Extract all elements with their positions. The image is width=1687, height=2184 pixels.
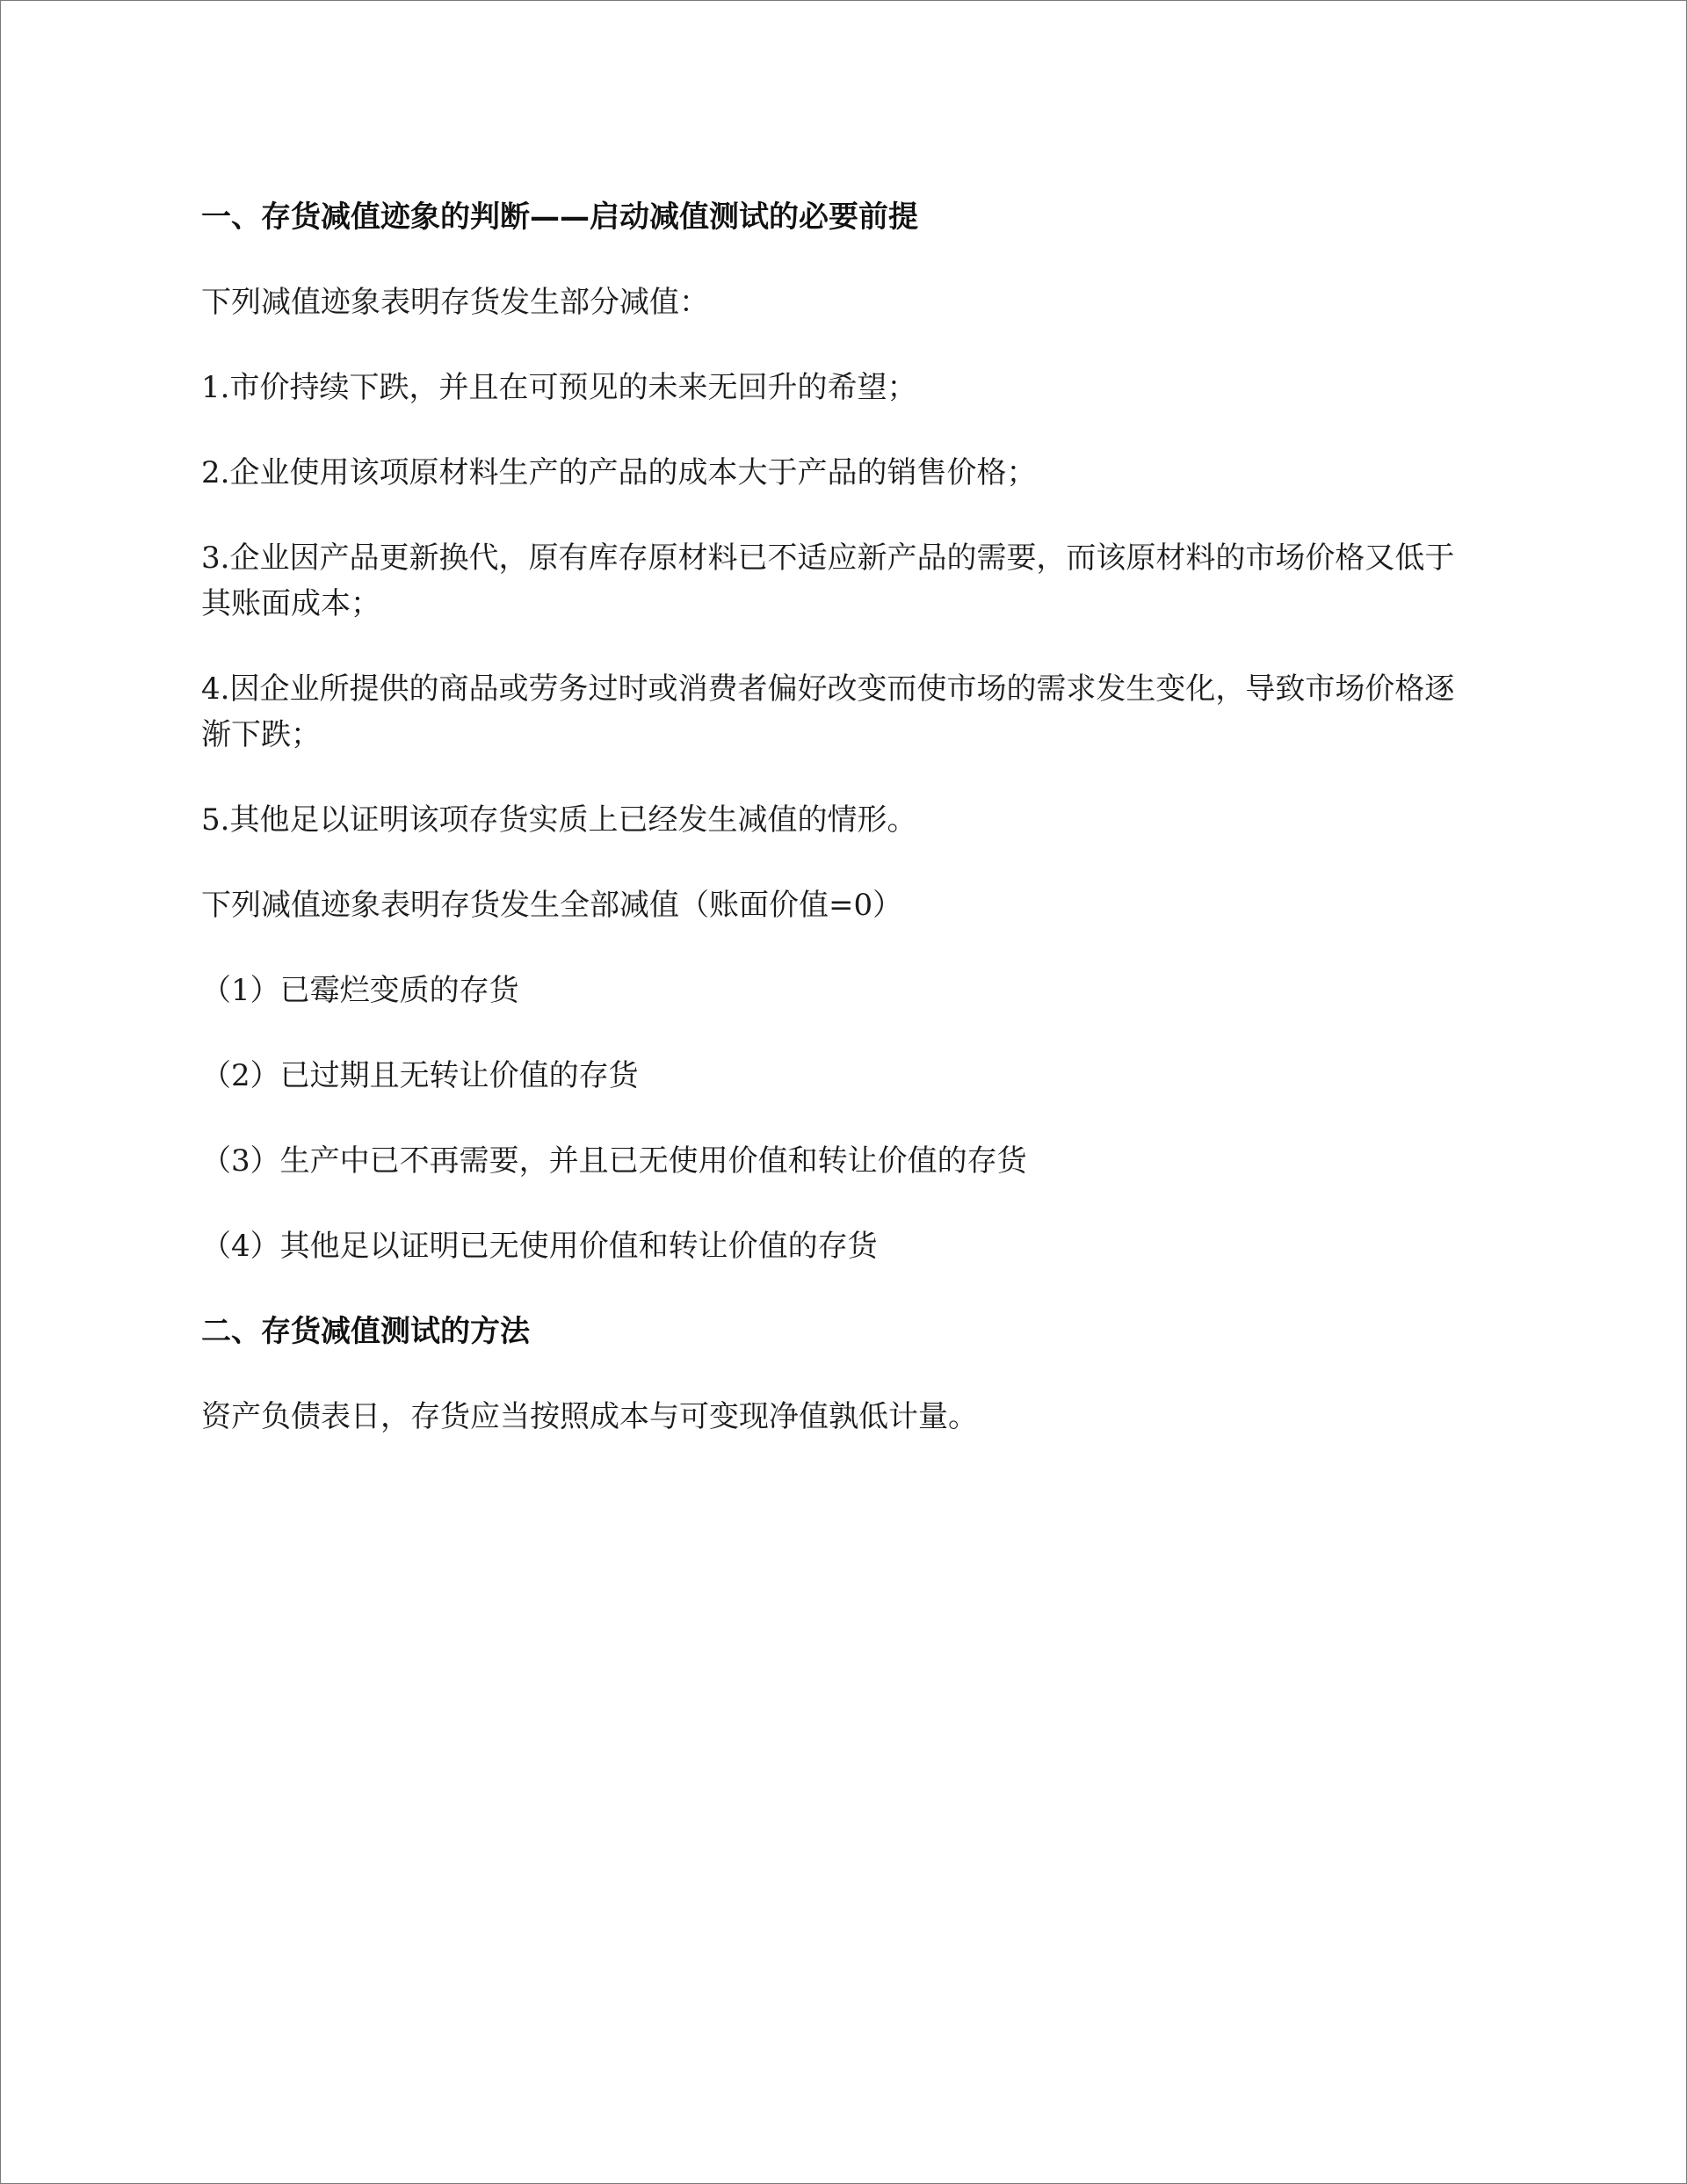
section2-text: 资产负债表日，存货应当按照成本与可变现净值孰低计量。 xyxy=(201,1399,978,1434)
partial-item-3: 3.企业因产品更新换代，原有库存原材料已不适应新产品的需要，而该原材料的市场价格又低于其账面成本； xyxy=(201,541,1455,621)
full-item-3: （3）生产中已不再需要，并且已无使用价值和转让价值的存货 xyxy=(201,1143,1027,1179)
full-item-4: （4）其他足以证明已无使用价值和转让价值的存货 xyxy=(201,1229,878,1264)
document-body xyxy=(201,194,1484,1440)
full-item-2: （2）已过期且无转让价值的存货 xyxy=(201,1058,639,1093)
section1-heading: 一、存货减值迹象的判断——启动减值测试的必要前提 xyxy=(201,200,918,235)
partial-item-2: 2.企业使用该项原材料生产的产品的成本大于产品的销售价格； xyxy=(201,455,1037,490)
full-impairment-intro: 下列减值迹象表明存货发生全部减值（账面价值=0） xyxy=(201,888,903,923)
partial-impairment-intro: 下列减值迹象表明存货发生部分减值： xyxy=(201,285,709,320)
section2-heading: 二、存货减值测试的方法 xyxy=(201,1314,530,1349)
full-item-1: （1）已霉烂变质的存货 xyxy=(201,973,519,1008)
partial-item-5: 5.其他足以证明该项存货实质上已经发生减值的情形。 xyxy=(201,802,917,838)
partial-item-1: 1.市价持续下跌，并且在可预见的未来无回升的希望； xyxy=(201,370,917,405)
partial-item-4: 4.因企业所提供的商品或劳务过时或消费者偏好改变而使市场的需求发生变化，导致市场价格逐渐下跌； xyxy=(201,671,1455,752)
